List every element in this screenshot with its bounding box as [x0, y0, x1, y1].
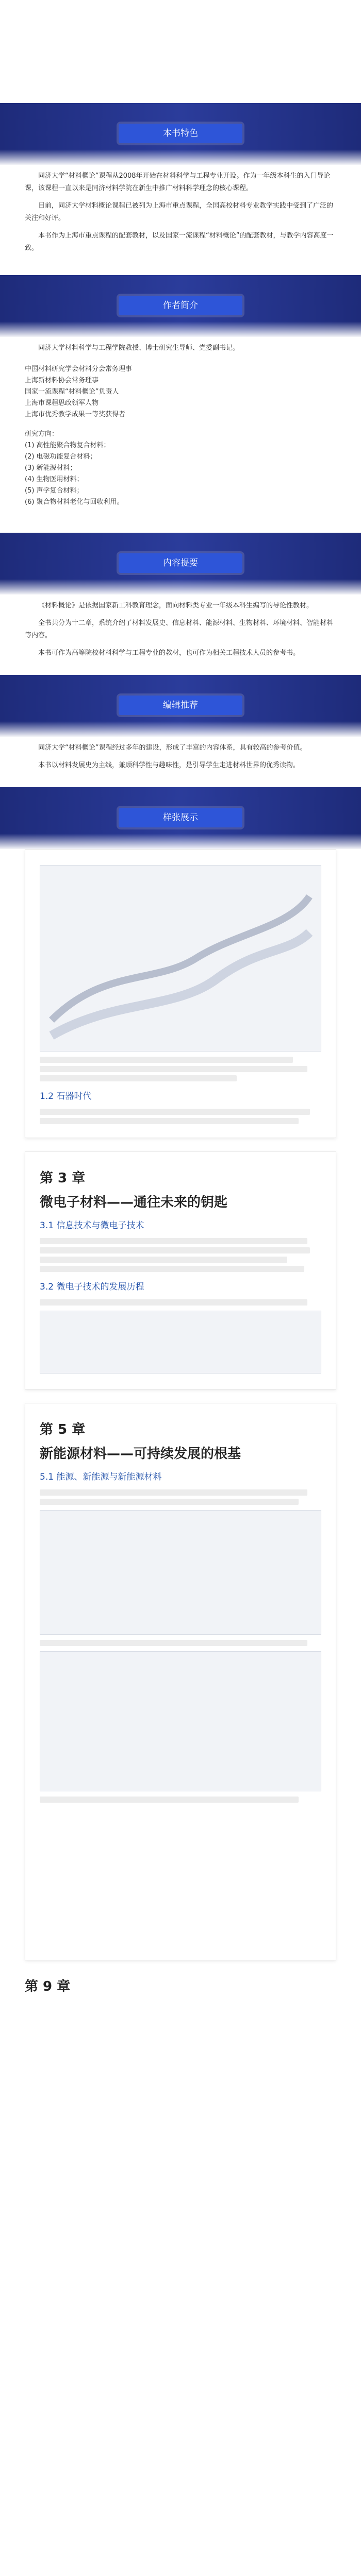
author-roles [0, 360, 361, 425]
figure-graphic [40, 866, 321, 1051]
sample-figure [40, 1651, 321, 1791]
role-item: 上海市课程思政领军人物 [25, 399, 99, 407]
sample-figure [40, 865, 321, 1052]
sample-page-1 [25, 849, 336, 1138]
sample-figure [40, 1510, 321, 1635]
chapter-footer [0, 1960, 361, 2010]
summary-paragraph: 全书共分为十二章，系统介绍了材料发展史、信息材料、能源材料、生物材料、环境材料、智能材料等内容。 [25, 619, 334, 639]
summary-paragraph: 《材料概论》是依据国家新工科教育理念，面向材料类专业一年级本科生编写的导论性教材。 [38, 602, 314, 609]
sample-page-2 [25, 1151, 336, 1389]
author-intro: 同济大学材料科学与工程学院教授、博士研究生导师、党委副书记。 [38, 344, 240, 352]
section-title: 编辑推荐 [119, 696, 242, 715]
sample-heading: 3.1 信息技术与微电子技术 [40, 1221, 144, 1231]
section-header-samples [0, 787, 361, 849]
section-header-recommend [0, 675, 361, 737]
role-item: 中国材料研究学会材料分会常务理事 [25, 365, 133, 373]
recommend-paragraph: 本书以材料发展史为主线，兼顾科学性与趣味性，是引导学生走进材料世界的优秀读物。 [38, 761, 300, 769]
research-item: (5) 声学复合材料； [25, 487, 84, 495]
sample-heading: 3.2 微电子技术的发展历程 [40, 1282, 144, 1292]
section-header-features [0, 103, 361, 165]
chapter-title: 微电子材料——通往未来的钥匙 [40, 1195, 228, 1210]
section-title: 样张展示 [119, 808, 242, 827]
features-paragraph: 目前，同济大学材料概论课程已被列为上海市重点课程，全国高校材料专业教学实践中受到了广泛的关注和好评。 [25, 202, 334, 222]
sample-heading: 1.2 石器时代 [40, 1091, 92, 1101]
section-header-author [0, 275, 361, 337]
research-title: 研究方向： [25, 430, 59, 438]
section-title: 本书特色 [119, 124, 242, 143]
chapter-title: 新能源材料——可持续发展的根基 [40, 1446, 241, 1462]
research-item: (2) 电磁功能复合材料； [25, 453, 97, 461]
chapter-number: 第 9 章 [25, 1979, 71, 1994]
research-list [0, 425, 361, 512]
research-item: (6) 聚合物材料老化与回收利用。 [25, 498, 124, 506]
section-title: 内容提要 [119, 553, 242, 573]
research-item: (3) 新能源材料； [25, 464, 77, 472]
recommend-paragraph: 同济大学“材料概论”课程经过多年的建设，形成了丰富的内容体系，具有较高的参考价值。 [38, 744, 307, 752]
section-header-summary [0, 533, 361, 595]
research-item: (4) 生物医用材料； [25, 476, 84, 483]
role-item: 国家一流课程“材料概论”负责人 [25, 388, 119, 396]
features-paragraph: 本书作为上海市重点课程的配套教材，以及国家一流课程“材料概论”的配套教材，与教学内容高度一致。 [25, 232, 334, 252]
features-paragraph: 同济大学“材料概论”课程从2008年开始在材料科学与工程专业开设。作为一年级本科生的入门导论课，该课程一直以来是同济材料学院在新生中推广材料科学理念的核心课程。 [25, 172, 331, 192]
role-item: 上海市优秀教学成果一等奖获得者 [25, 411, 126, 418]
research-item: (1) 高性能聚合物复合材料； [25, 442, 110, 449]
section-title: 作者简介 [119, 296, 242, 315]
sample-heading: 5.1 能源、新能源与新能源材料 [40, 1472, 162, 1482]
chapter-number: 第 5 章 [40, 1422, 86, 1437]
sample-figure [40, 1311, 321, 1374]
role-item: 上海新材料协会常务理事 [25, 377, 99, 384]
sample-page-3 [25, 1403, 336, 1960]
chapter-number: 第 3 章 [40, 1171, 86, 1186]
summary-paragraph: 本书可作为高等院校材料科学与工程专业的教材，也可作为相关工程技术人员的参考书。 [38, 649, 300, 657]
